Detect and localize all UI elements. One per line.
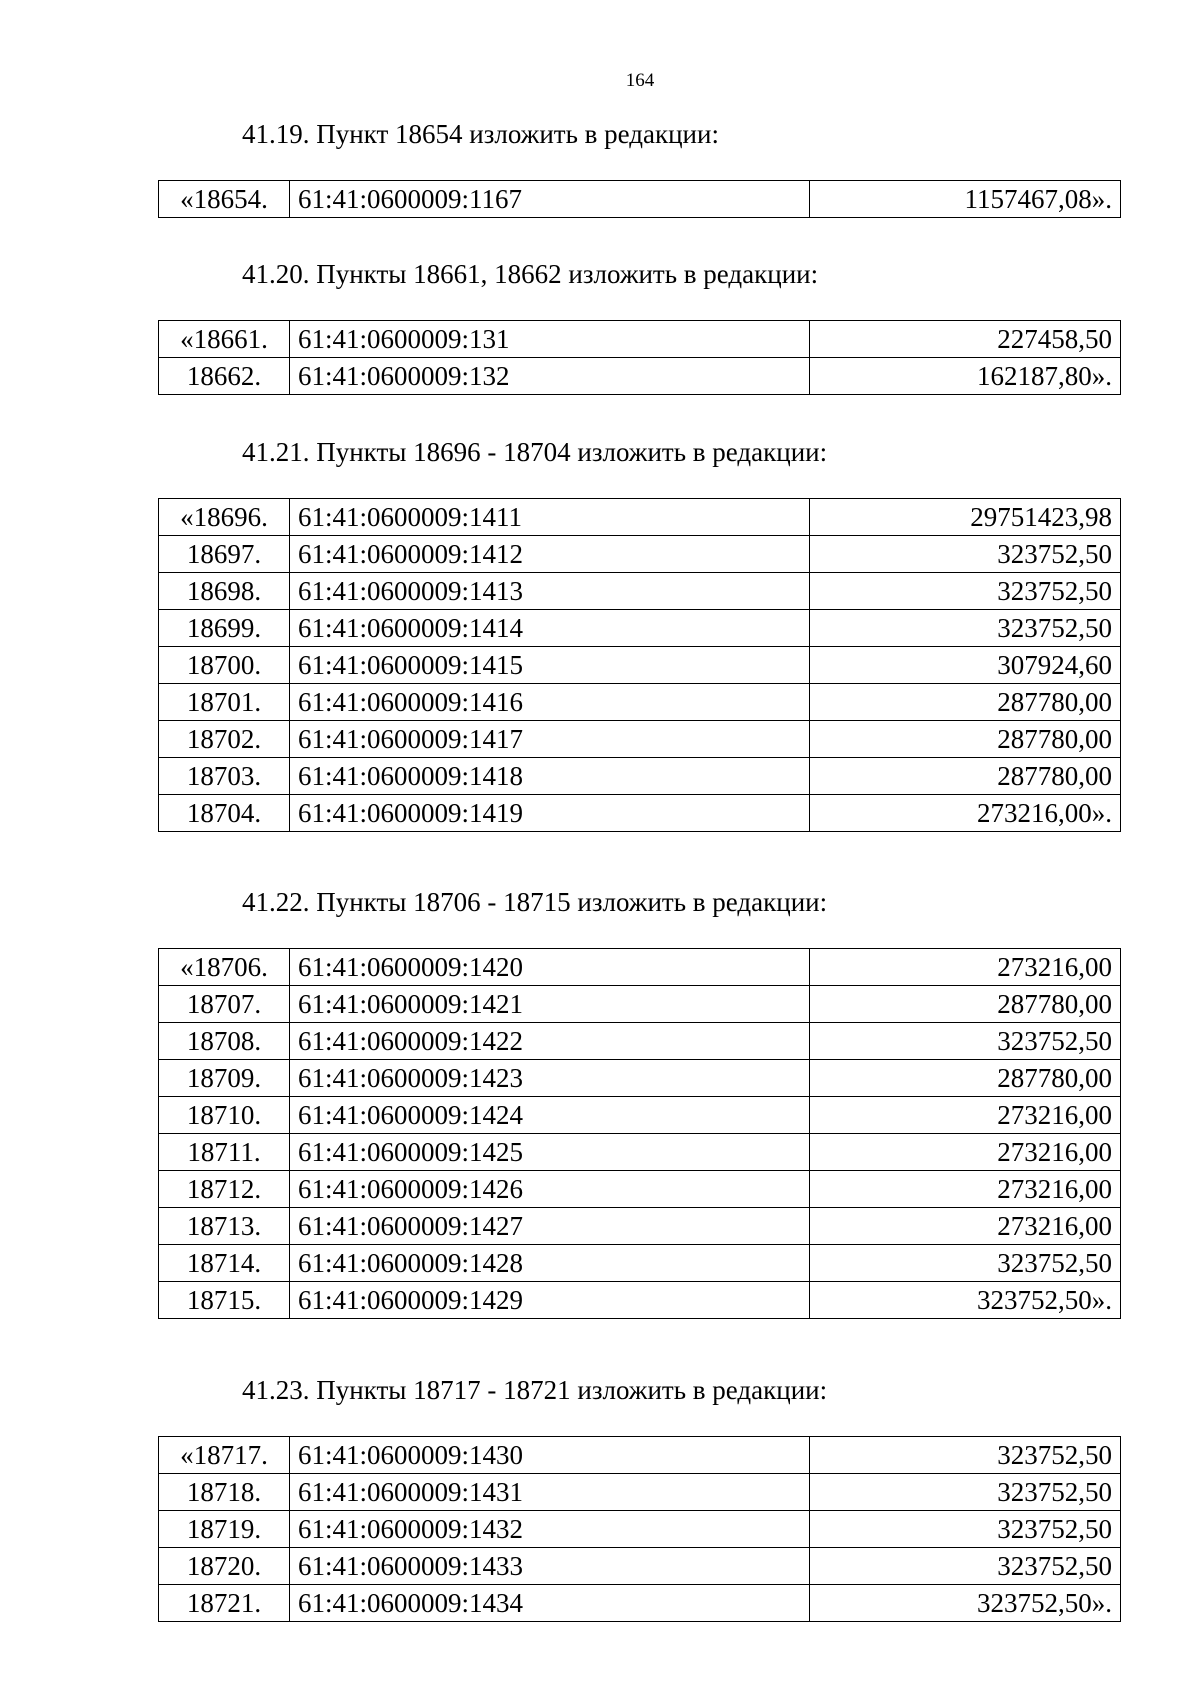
cadastral-value: 1157467,08». (810, 181, 1121, 218)
cadastral-number: 61:41:0600009:1432 (290, 1511, 810, 1548)
section-41-23 (158, 1374, 1121, 1622)
cadastral-value: 273216,00 (810, 949, 1121, 986)
cadastral-number: 61:41:0600009:1414 (290, 610, 810, 647)
cadastral-value: 287780,00 (810, 721, 1121, 758)
item-number: 18720. (159, 1548, 290, 1585)
table-row (159, 1023, 1121, 1060)
section-heading: 41.21. Пункты 18696 - 18704 изложить в редакции: (242, 437, 828, 467)
section-heading: 41.23. Пункты 18717 - 18721 изложить в редакции: (242, 1375, 828, 1405)
section-table (158, 320, 1121, 395)
item-number: 18704. (159, 795, 290, 832)
table-row (159, 1548, 1121, 1585)
item-number: 18715. (159, 1282, 290, 1319)
section-41-21 (158, 436, 1121, 832)
cadastral-number: 61:41:0600009:1413 (290, 573, 810, 610)
cadastral-number: 61:41:0600009:1417 (290, 721, 810, 758)
cadastral-number: 61:41:0600009:1415 (290, 647, 810, 684)
item-number: 18714. (159, 1245, 290, 1282)
section-41-19 (158, 118, 1121, 218)
cadastral-value: 162187,80». (810, 358, 1121, 395)
table-row (159, 1585, 1121, 1622)
cadastral-number: 61:41:0600009:1420 (290, 949, 810, 986)
table-row (159, 1134, 1121, 1171)
section-heading: 41.19. Пункт 18654 изложить в редакции: (242, 119, 719, 149)
cadastral-number: 61:41:0600009:1426 (290, 1171, 810, 1208)
section-41-20 (158, 258, 1121, 395)
cadastral-number: 61:41:0600009:1424 (290, 1097, 810, 1134)
cadastral-value: 273216,00 (810, 1208, 1121, 1245)
section-table (158, 180, 1121, 218)
section-heading: 41.20. Пункты 18661, 18662 изложить в редакции: (242, 259, 819, 289)
cadastral-number: 61:41:0600009:1167 (290, 181, 810, 218)
table-row (159, 1208, 1121, 1245)
cadastral-number: 61:41:0600009:1416 (290, 684, 810, 721)
section-41-22 (158, 886, 1121, 1319)
item-number: 18718. (159, 1474, 290, 1511)
table-row (159, 536, 1121, 573)
cadastral-number: 61:41:0600009:1427 (290, 1208, 810, 1245)
cadastral-value: 287780,00 (810, 986, 1121, 1023)
cadastral-number: 61:41:0600009:132 (290, 358, 810, 395)
cadastral-number: 61:41:0600009:1412 (290, 536, 810, 573)
table-row (159, 986, 1121, 1023)
cadastral-number: 61:41:0600009:1418 (290, 758, 810, 795)
cadastral-number: 61:41:0600009:1433 (290, 1548, 810, 1585)
item-number: 18708. (159, 1023, 290, 1060)
item-number: «18696. (159, 499, 290, 536)
table-row (159, 684, 1121, 721)
item-number: 18697. (159, 536, 290, 573)
cadastral-value: 273216,00 (810, 1134, 1121, 1171)
item-number: 18710. (159, 1097, 290, 1134)
item-number: «18661. (159, 321, 290, 358)
cadastral-number: 61:41:0600009:1422 (290, 1023, 810, 1060)
table-row (159, 181, 1121, 218)
cadastral-number: 61:41:0600009:1421 (290, 986, 810, 1023)
cadastral-value: 323752,50 (810, 1548, 1121, 1585)
item-number: 18701. (159, 684, 290, 721)
cadastral-value: 323752,50 (810, 536, 1121, 573)
section-table (158, 1436, 1121, 1622)
cadastral-value: 287780,00 (810, 1060, 1121, 1097)
item-number: «18717. (159, 1437, 290, 1474)
cadastral-number: 61:41:0600009:1423 (290, 1060, 810, 1097)
item-number: «18706. (159, 949, 290, 986)
cadastral-value: 273216,00 (810, 1171, 1121, 1208)
table-row (159, 647, 1121, 684)
cadastral-value: 323752,50 (810, 610, 1121, 647)
cadastral-value: 29751423,98 (810, 499, 1121, 536)
cadastral-value: 227458,50 (810, 321, 1121, 358)
section-table (158, 498, 1121, 832)
item-number: 18721. (159, 1585, 290, 1622)
cadastral-number: 61:41:0600009:1430 (290, 1437, 810, 1474)
section-table (158, 948, 1121, 1319)
cadastral-value: 323752,50 (810, 573, 1121, 610)
cadastral-number: 61:41:0600009:1431 (290, 1474, 810, 1511)
item-number: «18654. (159, 181, 290, 218)
item-number: 18709. (159, 1060, 290, 1097)
table-row (159, 1097, 1121, 1134)
table-row (159, 610, 1121, 647)
table-row (159, 321, 1121, 358)
cadastral-value: 323752,50 (810, 1437, 1121, 1474)
table-row (159, 499, 1121, 536)
cadastral-value: 273216,00 (810, 1097, 1121, 1134)
cadastral-number: 61:41:0600009:1419 (290, 795, 810, 832)
item-number: 18712. (159, 1171, 290, 1208)
table-row (159, 1171, 1121, 1208)
cadastral-value: 323752,50». (810, 1585, 1121, 1622)
item-number: 18699. (159, 610, 290, 647)
table-row (159, 1437, 1121, 1474)
table-row (159, 573, 1121, 610)
cadastral-value: 307924,60 (810, 647, 1121, 684)
table-row (159, 1511, 1121, 1548)
cadastral-number: 61:41:0600009:1425 (290, 1134, 810, 1171)
item-number: 18713. (159, 1208, 290, 1245)
cadastral-value: 323752,50 (810, 1023, 1121, 1060)
table-row (159, 721, 1121, 758)
cadastral-value: 323752,50 (810, 1245, 1121, 1282)
table-row (159, 795, 1121, 832)
item-number: 18702. (159, 721, 290, 758)
table-row (159, 758, 1121, 795)
table-row (159, 358, 1121, 395)
cadastral-number: 61:41:0600009:1429 (290, 1282, 810, 1319)
section-heading: 41.22. Пункты 18706 - 18715 изложить в редакции: (242, 887, 828, 917)
table-row (159, 1060, 1121, 1097)
cadastral-number: 61:41:0600009:1428 (290, 1245, 810, 1282)
cadastral-value: 323752,50 (810, 1511, 1121, 1548)
table-row (159, 1474, 1121, 1511)
cadastral-number: 61:41:0600009:1434 (290, 1585, 810, 1622)
item-number: 18662. (159, 358, 290, 395)
cadastral-value: 287780,00 (810, 684, 1121, 721)
item-number: 18711. (159, 1134, 290, 1171)
cadastral-value: 273216,00». (810, 795, 1121, 832)
item-number: 18707. (159, 986, 290, 1023)
cadastral-value: 287780,00 (810, 758, 1121, 795)
item-number: 18719. (159, 1511, 290, 1548)
cadastral-value: 323752,50». (810, 1282, 1121, 1319)
cadastral-value: 323752,50 (810, 1474, 1121, 1511)
table-row (159, 1282, 1121, 1319)
item-number: 18700. (159, 647, 290, 684)
table-row (159, 1245, 1121, 1282)
cadastral-number: 61:41:0600009:131 (290, 321, 810, 358)
item-number: 18703. (159, 758, 290, 795)
table-row (159, 949, 1121, 986)
page-number: 164 (625, 70, 655, 91)
item-number: 18698. (159, 573, 290, 610)
cadastral-number: 61:41:0600009:1411 (290, 499, 810, 536)
